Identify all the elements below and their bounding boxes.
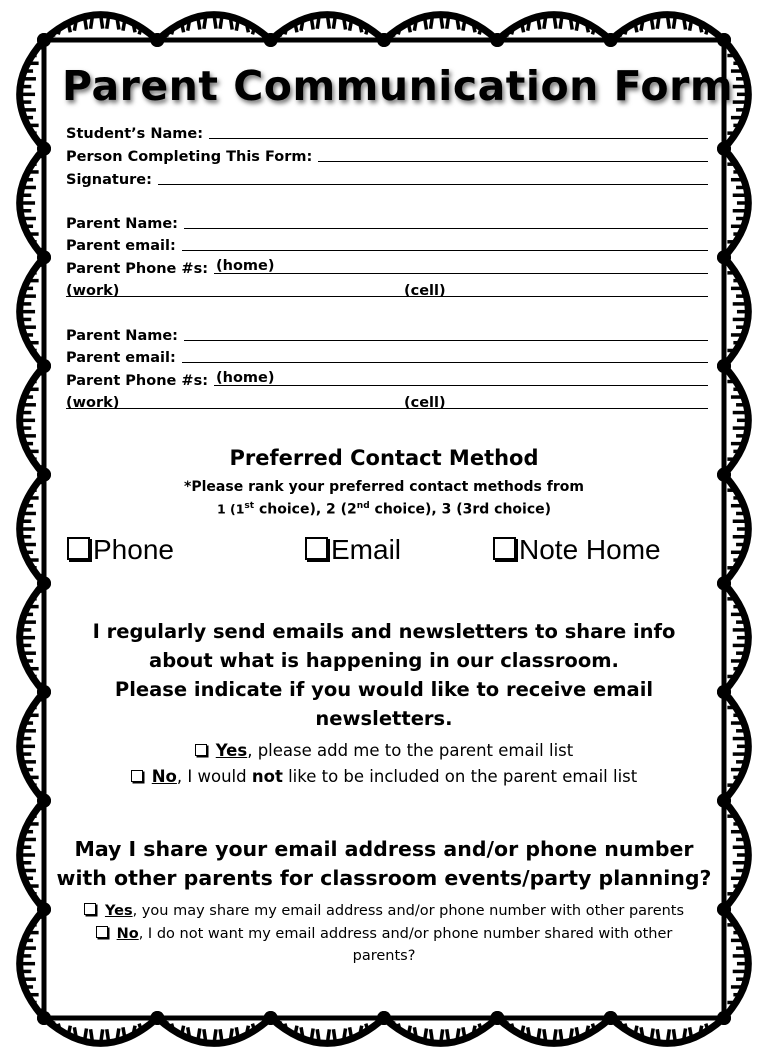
parent-name-label: Parent Name: (66, 216, 178, 232)
share-line: with other parents for classroom events/party planning? (56, 866, 712, 890)
person-completing-line[interactable] (318, 161, 708, 162)
parent-phone-label: Parent Phone #s: (66, 261, 209, 277)
parent1-email-line[interactable] (182, 250, 708, 251)
checkbox-share-yes[interactable] (84, 903, 96, 915)
parent-email-label: Parent email: (66, 350, 176, 366)
cell-label: (cell) (404, 283, 446, 299)
parent-email-label: Parent email: (66, 238, 176, 254)
contact-instruction: *Please rank your preferred contact methods from (184, 479, 584, 495)
parent1-home-line[interactable] (214, 273, 708, 274)
share-no-option[interactable] (30, 923, 738, 967)
email-option[interactable] (305, 534, 401, 566)
newsletter-line: newsletters. (315, 707, 453, 730)
share-yes-option[interactable] (30, 900, 738, 922)
newsletter-line: I regularly send emails and newsletters to share info (92, 620, 676, 643)
work-label: (work) (66, 283, 120, 299)
parent2-email-line[interactable] (182, 362, 708, 363)
parent2-name-field[interactable] (66, 324, 708, 344)
newsletter-line: Please indicate if you would like to receive email (114, 678, 654, 701)
contact-rank-note (40, 501, 728, 518)
checkbox-share-no[interactable] (96, 926, 108, 938)
signature-field[interactable] (66, 168, 708, 188)
parent2-work-cell-field[interactable] (66, 392, 708, 412)
note-home-label: Note Home (519, 534, 661, 565)
newsletter-paragraph (40, 617, 728, 733)
no-text: , I do not want my email address and/or phone number shared with other (138, 926, 673, 942)
home-label: (home) (216, 370, 275, 386)
parent1-name-line[interactable] (184, 228, 708, 229)
yes-text: , you may share my email address and/or phone number with other parents (132, 903, 685, 919)
rank-sup: nd (356, 501, 370, 511)
no-label: No (116, 926, 139, 942)
note-home-option[interactable] (493, 534, 661, 566)
yes-label: Yes (104, 903, 133, 919)
parent1-work-line[interactable] (66, 296, 708, 297)
newsletter-line: about what is happening in our classroom. (149, 649, 619, 672)
signature-line[interactable] (158, 184, 708, 185)
phone-option[interactable] (67, 534, 174, 566)
phone-label: Phone (93, 534, 174, 565)
person-completing-field[interactable] (66, 145, 708, 165)
newsletter-no-option[interactable] (40, 764, 728, 790)
page-title: Parent Communication Form (62, 62, 734, 110)
parent1-name-field[interactable] (66, 212, 708, 232)
parent1-work-cell-field[interactable] (66, 280, 708, 300)
signature-label: Signature: (66, 172, 152, 188)
newsletter-yes-option[interactable] (40, 738, 728, 764)
student-name-field[interactable] (66, 122, 708, 142)
no-text: like to be included on the parent email list (282, 767, 638, 786)
checkbox-note-home[interactable] (493, 537, 516, 560)
checkbox-email[interactable] (305, 537, 328, 560)
no-label: No (151, 767, 177, 786)
no-text-bold: not (251, 767, 283, 786)
cell-label: (cell) (404, 395, 446, 411)
home-label: (home) (216, 258, 275, 274)
rank-text: choice), 2 (2 (254, 501, 357, 518)
share-line: May I share your email address and/or phone number (74, 837, 694, 861)
parent-phone-label: Parent Phone #s: (66, 373, 209, 389)
rank-text: 1 (1 (216, 501, 245, 517)
yes-text: , please add me to the parent email list (247, 741, 574, 760)
parent2-email-field[interactable] (66, 346, 708, 366)
parent1-home-phone-field[interactable] (66, 257, 708, 277)
work-label: (work) (66, 395, 120, 411)
parent2-home-phone-field[interactable] (66, 369, 708, 389)
parent-name-label: Parent Name: (66, 328, 178, 344)
person-completing-label: Person Completing This Form: (66, 149, 313, 165)
parent1-email-field[interactable] (66, 234, 708, 254)
contact-method-heading: Preferred Contact Method (229, 446, 539, 470)
rank-text: choice), 3 (3rd choice) (369, 501, 552, 518)
student-name-line[interactable] (209, 138, 708, 139)
parent2-home-line[interactable] (214, 385, 708, 386)
yes-label: Yes (215, 741, 248, 760)
no-text-continued: parents? (352, 948, 416, 964)
parent2-work-line[interactable] (66, 408, 708, 409)
parent2-name-line[interactable] (184, 340, 708, 341)
student-name-label: Student’s Name: (66, 126, 204, 142)
share-question (30, 835, 738, 893)
no-text: , I would (176, 767, 252, 786)
checkbox-phone[interactable] (67, 537, 90, 560)
rank-sup: st (244, 501, 255, 511)
checkbox-newsletter-no[interactable] (131, 770, 143, 782)
checkbox-newsletter-yes[interactable] (195, 744, 207, 756)
email-label: Email (331, 534, 402, 565)
